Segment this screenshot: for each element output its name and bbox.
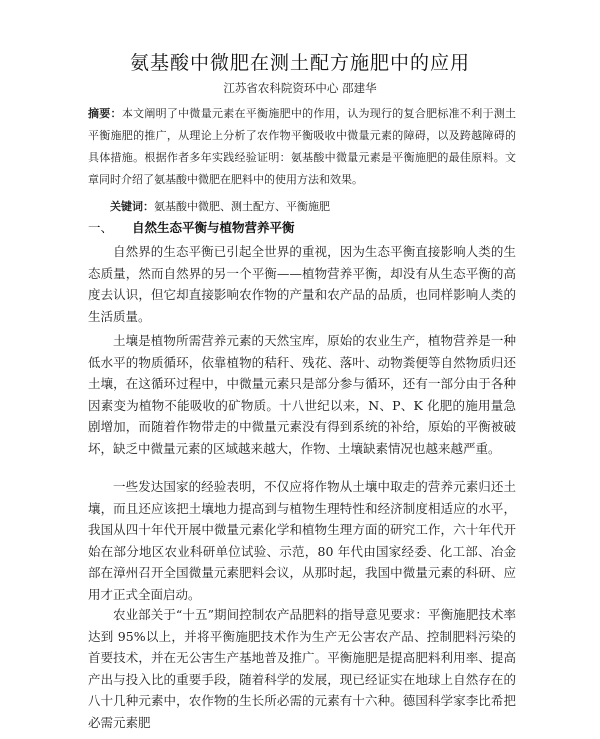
section-title: 自然生态平衡与植物营养平衡: [132, 220, 295, 235]
keywords-text: 氨基酸中微肥、测土配方、平衡施肥: [154, 200, 330, 213]
body-paragraph: 农业部关于“十五”期间控制农产品肥料的指导意见要求：平衡施肥技术率达到 95%以上，并将平衡施肥技术作为生产无公害农产品、控制肥料污染的首要技术，并在无公害生产基地普及推广。平衡施肥是提高肥料利用率、提高产出与投入比的重要手段，随着科学的发展，现已经证实在地球上自然存在的八十几种元素中，农作物的生长所必需的元素有十六种。德国科学家李比希把必需元素肥: [88, 607, 516, 730]
body-paragraph: 自然界的生态平衡已引起全世界的重视，因为生态平衡直接影响人类的生态质量，然而自然界的另一个平衡——植物营养平衡，却没有从生态平衡的高度去认识，但它却直接影响农作物的产量和农产品的品质，也同样影响人类的生活质量。: [88, 244, 516, 324]
abstract-label: 摘要：: [88, 107, 122, 120]
article-title: 氨基酸中微肥在测土配方施肥中的应用: [129, 52, 470, 74]
section-heading: [88, 217, 518, 239]
body-paragraph: 土壤是植物所需营养元素的天然宝库，原始的农业生产，植物营养是一种低水平的物质循环，依靠植物的秸秆、残花、落叶、动物粪便等自然物质归还土壤，在这循环过程中，中微量元素只是部分参与循环，还有一部分由于各种因素变为植物不能吸收的矿物质。十八世纪以来，N、P、K 化肥的施用量急剧增加，而随着作物带走的中微量元素没有得到系统的补给，原始的平衡被破坏，缺乏中微量元素的区域越来越大，作物、土壤缺素情况也越来越严重。: [88, 333, 516, 456]
author-affiliation: 江苏省农科院资环中心 邵建华: [223, 81, 377, 95]
section-number: 一、: [88, 220, 114, 235]
keywords-label: 关键词：: [110, 200, 154, 213]
keywords: [110, 196, 510, 218]
body-paragraph: 一些发达国家的经验表明，不仅应将作物从土壤中取走的营养元素归还土壤，而且还应该把土壤地力提高到与植物生理特性和经济制度相适应的水平，我国从四十年代开展中微量元素化学和植物生理方面的研究工作，六十年代开始在部分地区农业科研单位试验、示范，80 年代由国家经委、化工部、冶金部在漳州召开全国微量元素肥料会议，从那时起，我国中微量元素的科研、应用才正式全面启动。: [88, 479, 516, 602]
abstract-text: 本文阐明了中微量元素在平衡施肥中的作用，认为现行的复合肥标准不利于测土平衡施肥的推广，从理论上分析了农作物平衡吸收中微量元素的障碍，以及跨越障碍的具体措施。根据作者多年实践经验证明：氨基酸中微量元素是平衡施肥的最佳原料。文章同时介绍了氨基酸中微肥在肥料中的使用方法和效果。: [88, 107, 516, 186]
abstract: [88, 103, 516, 191]
